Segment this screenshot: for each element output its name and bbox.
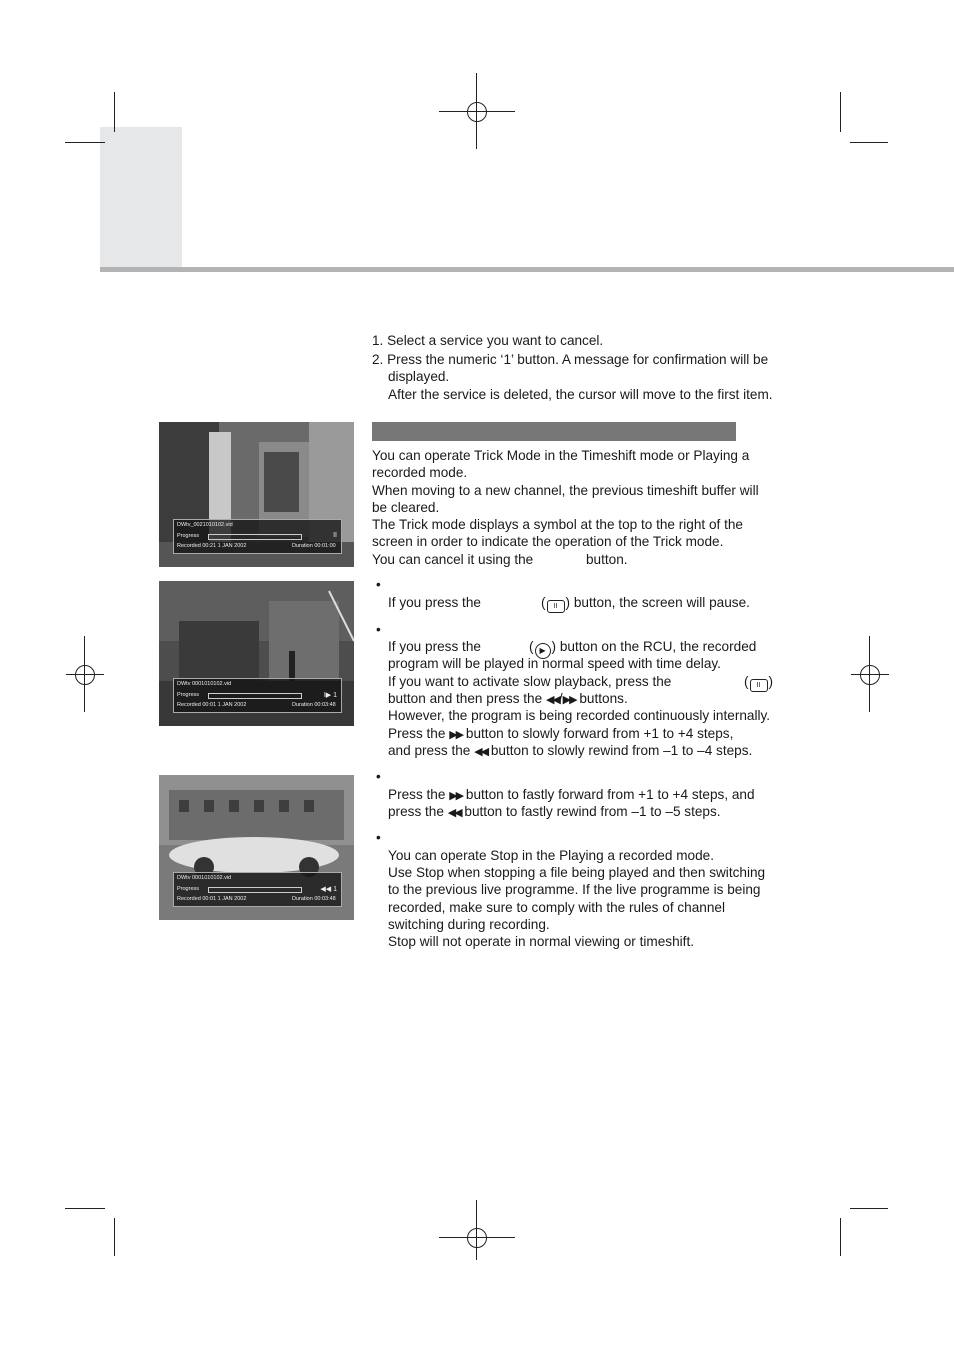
registration-mark [439,1237,515,1238]
osd-progress: Progress [177,533,200,539]
fast-text: Press the ▶▶ button to fastly forward from +1 to +4 steps, and [388,787,755,802]
fast-forward-icon: ▶▶ [449,729,463,741]
stop-text: Use Stop when stopping a file being played and then switching [388,865,766,880]
intro-line: recorded mode. [372,465,468,480]
pause-button-icon: II [750,679,768,692]
registration-mark [75,665,95,685]
slow-text-icon: ( II ) [744,673,773,692]
slow-text: program will be played in normal speed with time delay. [388,656,721,671]
rewind-icon: ◀◀ [474,746,488,758]
rewind-icon: ◀◀ [545,694,559,706]
bullet: • [376,830,381,845]
registration-mark [851,674,889,675]
osd-trick-symbol: I▶ 1 [323,692,337,699]
osd-progress-bar [208,693,302,699]
slow-text: Press the ▶▶ button to slowly forward from +1 to +4 steps, [388,726,734,741]
osd-recorded: Recorded 00:01 1 JAN 2002 [177,896,247,902]
intro-line: When moving to a new channel, the previous timeshift buffer will [372,483,759,498]
step-2-note: After the service is deleted, the cursor will move to the first item. [388,387,773,402]
step-2: 2. Press the numeric ‘1’ button. A message for confirmation will be [372,352,769,367]
stop-text: switching during recording. [388,917,550,932]
registration-mark [869,636,870,712]
crop-mark [850,1208,888,1209]
osd-recorded: Recorded 00:21 1 JAN 2002 [177,543,247,549]
osd-recorded: Recorded 00:01 1 JAN 2002 [177,702,247,708]
pause-text-b: ( II ) button, the screen will pause. [541,594,750,613]
play-button-icon: ▶ [535,643,551,659]
fast-text: press the ◀◀ button to fastly rewind from –1 to –5 steps. [388,804,721,819]
osd-progress: Progress [177,886,200,892]
slow-text-b: ( ▶ ) button on the RCU, the recorded [529,638,756,659]
registration-mark [476,1200,477,1260]
intro-line: button. [586,552,628,567]
crop-mark [850,142,888,143]
step-2-cont: displayed. [388,369,450,384]
rewind-icon: ◀◀ [447,807,461,819]
registration-mark [66,674,104,675]
stop-text: Stop will not operate in normal viewing or timeshift. [388,934,694,949]
osd-progress-bar [208,887,302,893]
slow-text: However, the program is being recorded continuously internally. [388,708,771,723]
intro-line: screen in order to indicate the operation of the Trick mode. [372,534,724,549]
intro-line: You can cancel it using the [372,552,534,567]
registration-mark [467,102,487,122]
header-rule [100,267,954,272]
registration-mark [860,665,880,685]
fast-forward-icon: ▶▶ [449,790,463,802]
bullet: • [376,577,381,592]
pause-text: If you press the [388,595,481,610]
registration-mark [467,1228,487,1248]
osd-duration: Duration 00:03:48 [292,702,336,708]
intro-line: The Trick mode displays a symbol at the top to the right of the [372,517,743,532]
slow-text: button and then press the ◀◀/▶▶ buttons. [388,691,628,706]
step-1: 1. Select a service you want to cancel. [372,333,604,348]
section-heading-bar [372,422,736,441]
slow-text: If you want to activate slow playback, press the [388,674,672,689]
bullet: • [376,622,381,637]
registration-mark [476,73,477,149]
intro-line: be cleared. [372,500,440,515]
crop-mark [114,1218,115,1256]
tv-screenshot-pause [159,422,354,567]
playback-osd [173,872,342,907]
osd-trick-symbol: II [333,532,337,539]
tv-screenshot-slow [159,581,354,726]
osd-progress-bar [208,534,302,540]
osd-duration: Duration 00:03:48 [292,896,336,902]
stop-text: You can operate Stop in the Playing a recorded mode. [388,848,714,863]
crop-mark [840,1218,841,1256]
crop-mark [114,92,115,132]
osd-duration: Duration 00:01:00 [292,543,336,549]
osd-progress: Progress [177,692,200,698]
fast-forward-icon: ▶▶ [562,694,576,706]
osd-file: DWtv 0001010102.vid [177,681,232,687]
osd-file: DWtv 0001010102.vid [177,875,232,881]
slow-text: If you press the [388,639,481,654]
registration-mark [84,636,85,712]
playback-osd [173,678,342,713]
registration-mark [439,111,515,112]
pause-button-icon: II [547,600,565,613]
crop-mark [65,1208,105,1209]
stop-text: to the previous live programme. If the live programme is being [388,882,761,897]
tv-screenshot-fast [159,775,354,920]
slow-text: and press the ◀◀ button to slowly rewind from –1 to –4 steps. [388,743,753,758]
playback-osd [173,519,342,554]
bullet: • [376,769,381,784]
osd-file: DWtv_0021010102.vid [177,522,233,528]
chapter-tab [100,127,182,269]
stop-text: recorded, make sure to comply with the rules of channel [388,900,725,915]
crop-mark [840,92,841,132]
intro-line: You can operate Trick Mode in the Timeshift mode or Playing a [372,448,750,463]
crop-mark [65,142,105,143]
osd-trick-symbol: ◀◀ 1 [320,886,337,893]
